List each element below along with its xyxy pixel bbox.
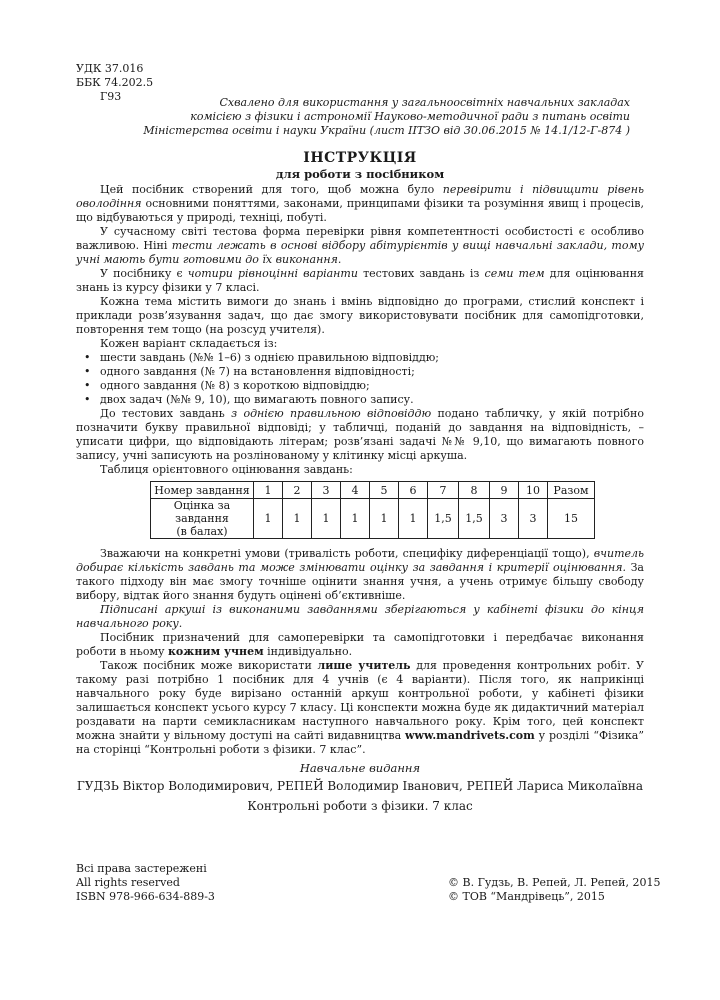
table-header-cell: 9 xyxy=(490,482,519,499)
paragraph: Також посібник може використати лише учитель для проведення контрольних робіт. У такому разі потрібно 1 посібник для 4 учнів (є 4 варіанти). Після того, як наприкінці навчального року буде вирізано останній аркуш контрольної роботи, у кабінеті фізики залишається конспект усього курсу 7 класу. Ці конспекти можна буде як дидактичний матеріал роздавати на парти семикласникам наступного навчального року. Крім того, цей конспект можна знайти у вільному доступі на сайті видавництва www.mandrivets.com у розділі “Фізика” на сторінці “Контрольні роботи з фізики. 7 клас”. xyxy=(76,659,645,756)
isbn: ISBN 978-966-634-889-3 xyxy=(76,890,215,903)
udc-code: УДК 37.016 xyxy=(76,62,144,75)
table-cell: 1 xyxy=(341,499,370,539)
bullet-icon: • xyxy=(84,351,91,364)
bullet-icon: • xyxy=(84,379,91,392)
table-cell: 1 xyxy=(399,499,428,539)
bbk-code: ББК 74.202.5 xyxy=(76,76,154,89)
list-item: • одного завдання (№ 8) з короткою відповіддю; xyxy=(84,379,370,392)
approval-line: комісією з фізики і астрономії Науково-методичної ради з питань освіти xyxy=(190,110,630,123)
edition-label: Навчальне видання xyxy=(299,761,421,775)
list-item: • двох задач (№№ 9, 10), що вимагають повного запису. xyxy=(84,393,414,406)
table-row-label: Оцінка за завдання (в балах) xyxy=(151,499,254,539)
table-row xyxy=(151,499,595,539)
table-cell: 1,5 xyxy=(459,499,490,539)
table-header-cell: 6 xyxy=(399,482,428,499)
paragraph: У посібнику є чотири рівноцінні варіанти тестових завдань із семи тем для оцінювання знань із курсу фізики у 7 класі. xyxy=(76,267,645,294)
copyright-block xyxy=(448,876,660,904)
copyright-line: © В. Гудзь, В. Репей, Л. Репей, 2015 xyxy=(448,876,661,889)
paragraph: Зважаючи на конкретні умови (тривалість роботи, специфіку диференціації тощо), вчитель добирає кількість завдань та може змінювати оцінку за завдання і критерії оцінювання. За такого підходу він має змогу точніше оцінити знання учня, а учень отримує більшу свободу вибору, відтак його знання будуть оцінені об’єктивніше. xyxy=(76,547,644,602)
table-header-cell: 2 xyxy=(283,482,312,499)
table-header-label: Номер завдання xyxy=(151,482,254,499)
table-cell: 3 xyxy=(490,499,519,539)
copyright-line: © ТОВ “Мандрівець”, 2015 xyxy=(448,890,605,903)
rights-line: Всі права застережені xyxy=(76,862,207,875)
approval-note xyxy=(100,96,630,138)
table-cell: 1 xyxy=(283,499,312,539)
table-cell: 1,5 xyxy=(428,499,459,539)
paragraph: Посібник призначений для самоперевірки та самопідготовки і передбачає виконання роботи в ньому кожним учнем індивідуально. xyxy=(76,631,644,658)
table-cell: 3 xyxy=(519,499,548,539)
list-item: • одного завдання (№ 7) на встановлення відповідності; xyxy=(84,365,415,378)
table-header-cell: 7 xyxy=(428,482,459,499)
book-title: Контрольні роботи з фізики. 7 клас xyxy=(247,799,473,813)
authors-line: ГУДЗЬ Віктор Володимирович, РЕПЕЙ Володимир Іванович, РЕПЕЙ Лариса Миколаївна xyxy=(76,779,644,793)
paragraph: До тестових завдань з однією правильною відповіддю подано табличку, у якій потрібно позначити букву правильної відповіді; у табличці, поданій до завдання на відповідність, – уписати цифри, що відповідають літерам; розв’язані задачі №№ 9,10, що вимагають повного запису, учні записують на розлінованому у клітинку місці аркуша. xyxy=(76,407,644,462)
table-cell: 1 xyxy=(254,499,283,539)
paragraph: Кожна тема містить вимоги до знань і вмінь відповідно до програми, стислий конспект і приклади розв’язування задач, що дає змогу використовувати посібник для самопідготовки, повторення тем тощо (на розсуд учителя). xyxy=(76,295,644,336)
table-header-row xyxy=(151,482,595,499)
rights-line: All rights reserved xyxy=(76,876,180,889)
paragraph: Цей посібник створений для того, щоб можна було перевірити і підвищити рівень оволодіння основними поняттями, законами, принципами фізики та розуміння явищ і процесів, що відбуваються у природі, техніці, побуті. xyxy=(76,183,644,224)
bullet-icon: • xyxy=(84,365,91,378)
table-header-cell: 1 xyxy=(254,482,283,499)
bullet-icon: • xyxy=(84,393,91,406)
instructions-text xyxy=(76,183,644,477)
paragraph: У сучасному світі тестова форма перевірки рівня компетентності особистості є особливо важливою. Ніні тести лежать в основі відбору абітурієнтів у вищі навчальні заклади, тому учні мають бути готовими до їх виконання. xyxy=(76,225,644,266)
page-subtitle: для роботи з посібником xyxy=(275,167,445,181)
table-cell: 1 xyxy=(370,499,399,539)
table-cell: 15 xyxy=(548,499,595,539)
grading-table xyxy=(150,481,595,539)
table-header-cell: 8 xyxy=(459,482,490,499)
rights-block xyxy=(76,862,215,904)
list-item: • шести завдань (№№ 1–6) з однією правильною відповіддю; xyxy=(84,351,440,364)
paragraph: Кожен варіант складається із: xyxy=(100,337,278,350)
table-header-cell: 10 xyxy=(519,482,548,499)
approval-line: Схвалено для використання у загальноосвітніх навчальних закладах xyxy=(219,96,630,109)
approval-line: Міністерства освіти і науки України (лист ІІТЗО від 30.06.2015 № 14.1/12-Г-874 ) xyxy=(143,124,630,137)
page-title: ІНСТРУКЦІЯ xyxy=(303,150,417,166)
table-cell: 1 xyxy=(312,499,341,539)
instructions-text-continued xyxy=(76,547,644,757)
author-mark: Г93 xyxy=(100,90,122,103)
variant-structure-list xyxy=(76,351,644,407)
table-header-cell: 3 xyxy=(312,482,341,499)
paragraph: Підписані аркуші із виконаними завданнями зберігаються у кабінеті фізики до кінця навчального року. xyxy=(76,603,644,630)
table-header-cell: 5 xyxy=(370,482,399,499)
table-header-cell: Разом xyxy=(548,482,595,499)
table-header-cell: 4 xyxy=(341,482,370,499)
paragraph: Таблиця орієнтовного оцінювання завдань: xyxy=(100,463,353,476)
